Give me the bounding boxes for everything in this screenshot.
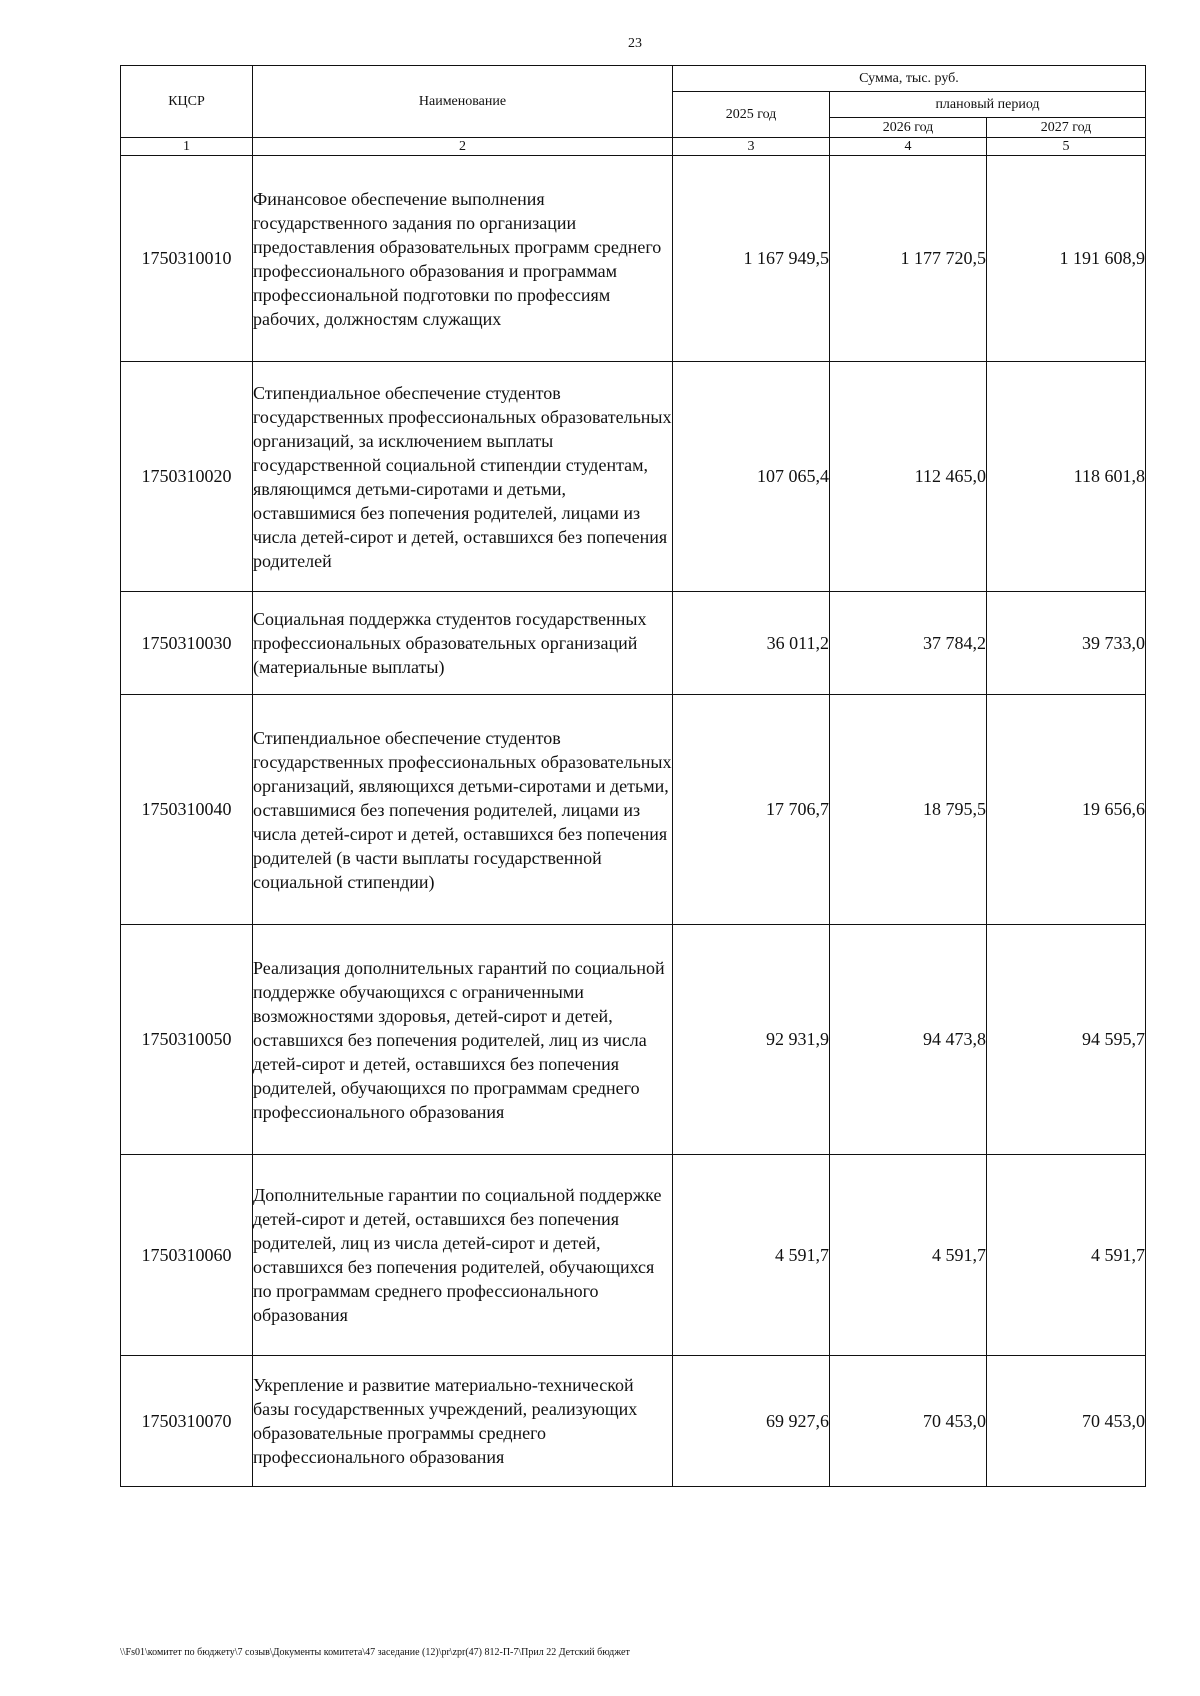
footer-file-path: \\Fs01\комитет по бюджету\7 созыв\Документы комитета\47 заседание (12)\pr\zpr(47) 812-П-7\Прил 22 Детский бюджет bbox=[120, 1647, 630, 1658]
row-amount-2025: 4 591,7 bbox=[673, 1155, 830, 1356]
row-amount-2025: 1 167 949,5 bbox=[673, 156, 830, 362]
budget-table bbox=[120, 65, 1146, 1487]
row-code: 1750310010 bbox=[121, 156, 253, 362]
row-code: 1750310060 bbox=[121, 1155, 253, 1356]
row-amount-2026: 1 177 720,5 bbox=[830, 156, 987, 362]
row-amount-2027: 39 733,0 bbox=[987, 592, 1146, 695]
row-amount-2027: 4 591,7 bbox=[987, 1155, 1146, 1356]
table-row bbox=[121, 592, 1146, 695]
row-code: 1750310040 bbox=[121, 695, 253, 925]
row-amount-2026: 112 465,0 bbox=[830, 362, 987, 592]
row-name: Финансовое обеспечение выполнения государственного задания по организации предоставления образовательных программ среднего профессионального образования и программам профессиональной подготовки по профессиям рабочих, должностям служащих bbox=[253, 156, 673, 362]
header-year-2026: 2026 год bbox=[830, 118, 987, 138]
page-number: 23 bbox=[628, 36, 642, 51]
row-amount-2027: 70 453,0 bbox=[987, 1356, 1146, 1487]
row-amount-2025: 92 931,9 bbox=[673, 925, 830, 1155]
row-name: Дополнительные гарантии по социальной поддержке детей-сирот и детей, оставшихся без попечения родителей, лиц из числа детей-сирот и детей, оставшихся без попечения родителей, обучающихся по программам среднего профессионального образования bbox=[253, 1155, 673, 1356]
row-code: 1750310050 bbox=[121, 925, 253, 1155]
row-code: 1750310020 bbox=[121, 362, 253, 592]
column-number-1: 1 bbox=[121, 138, 253, 156]
header-name: Наименование bbox=[253, 66, 673, 138]
row-amount-2027: 1 191 608,9 bbox=[987, 156, 1146, 362]
header-sum: Сумма, тыс. руб. bbox=[673, 66, 1146, 92]
row-amount-2026: 37 784,2 bbox=[830, 592, 987, 695]
row-amount-2025: 17 706,7 bbox=[673, 695, 830, 925]
row-name: Стипендиальное обеспечение студентов государственных профессиональных образовательных организаций, за исключением выплаты государственной социальной стипендии студентам, являющимся детьми-сиротами и детьми, оставшимися без попечения родителей, лицами из числа детей-сирот и детей, оставшихся без попечения родителей bbox=[253, 362, 673, 592]
row-amount-2026: 70 453,0 bbox=[830, 1356, 987, 1487]
row-amount-2025: 107 065,4 bbox=[673, 362, 830, 592]
column-number-5: 5 bbox=[987, 138, 1146, 156]
header-year-2027: 2027 год bbox=[987, 118, 1146, 138]
row-code: 1750310030 bbox=[121, 592, 253, 695]
column-number-4: 4 bbox=[830, 138, 987, 156]
header-planned-period: плановый период bbox=[830, 92, 1146, 118]
table-row bbox=[121, 1155, 1146, 1356]
row-code: 1750310070 bbox=[121, 1356, 253, 1487]
table-row bbox=[121, 695, 1146, 925]
header-year-2025: 2025 год bbox=[673, 92, 830, 138]
row-amount-2025: 69 927,6 bbox=[673, 1356, 830, 1487]
row-amount-2025: 36 011,2 bbox=[673, 592, 830, 695]
table-row bbox=[121, 1356, 1146, 1487]
header-code: КЦСР bbox=[121, 66, 253, 138]
row-name: Стипендиальное обеспечение студентов государственных профессиональных образовательных организаций, являющихся детьми-сиротами и детьми, оставшимися без попечения родителей, лицами из числа детей-сирот и детей, оставшихся без попечения родителей (в части выплаты государственной социальной стипендии) bbox=[253, 695, 673, 925]
table-row bbox=[121, 156, 1146, 362]
column-number-2: 2 bbox=[253, 138, 673, 156]
row-amount-2027: 19 656,6 bbox=[987, 695, 1146, 925]
table-row bbox=[121, 925, 1146, 1155]
row-name: Социальная поддержка студентов государственных профессиональных образовательных организаций (материальные выплаты) bbox=[253, 592, 673, 695]
row-name: Реализация дополнительных гарантий по социальной поддержке обучающихся с ограниченными возможностями здоровья, детей-сирот и детей, оставшихся без попечения родителей, лиц из числа детей-сирот и детей, оставшихся без попечения родителей, обучающихся по программам среднего профессионального образования bbox=[253, 925, 673, 1155]
table-row bbox=[121, 362, 1146, 592]
column-number-3: 3 bbox=[673, 138, 830, 156]
row-amount-2027: 94 595,7 bbox=[987, 925, 1146, 1155]
row-amount-2026: 18 795,5 bbox=[830, 695, 987, 925]
row-amount-2027: 118 601,8 bbox=[987, 362, 1146, 592]
row-name: Укрепление и развитие материально-технической базы государственных учреждений, реализующих образовательные программы среднего профессионального образования bbox=[253, 1356, 673, 1487]
row-amount-2026: 4 591,7 bbox=[830, 1155, 987, 1356]
row-amount-2026: 94 473,8 bbox=[830, 925, 987, 1155]
